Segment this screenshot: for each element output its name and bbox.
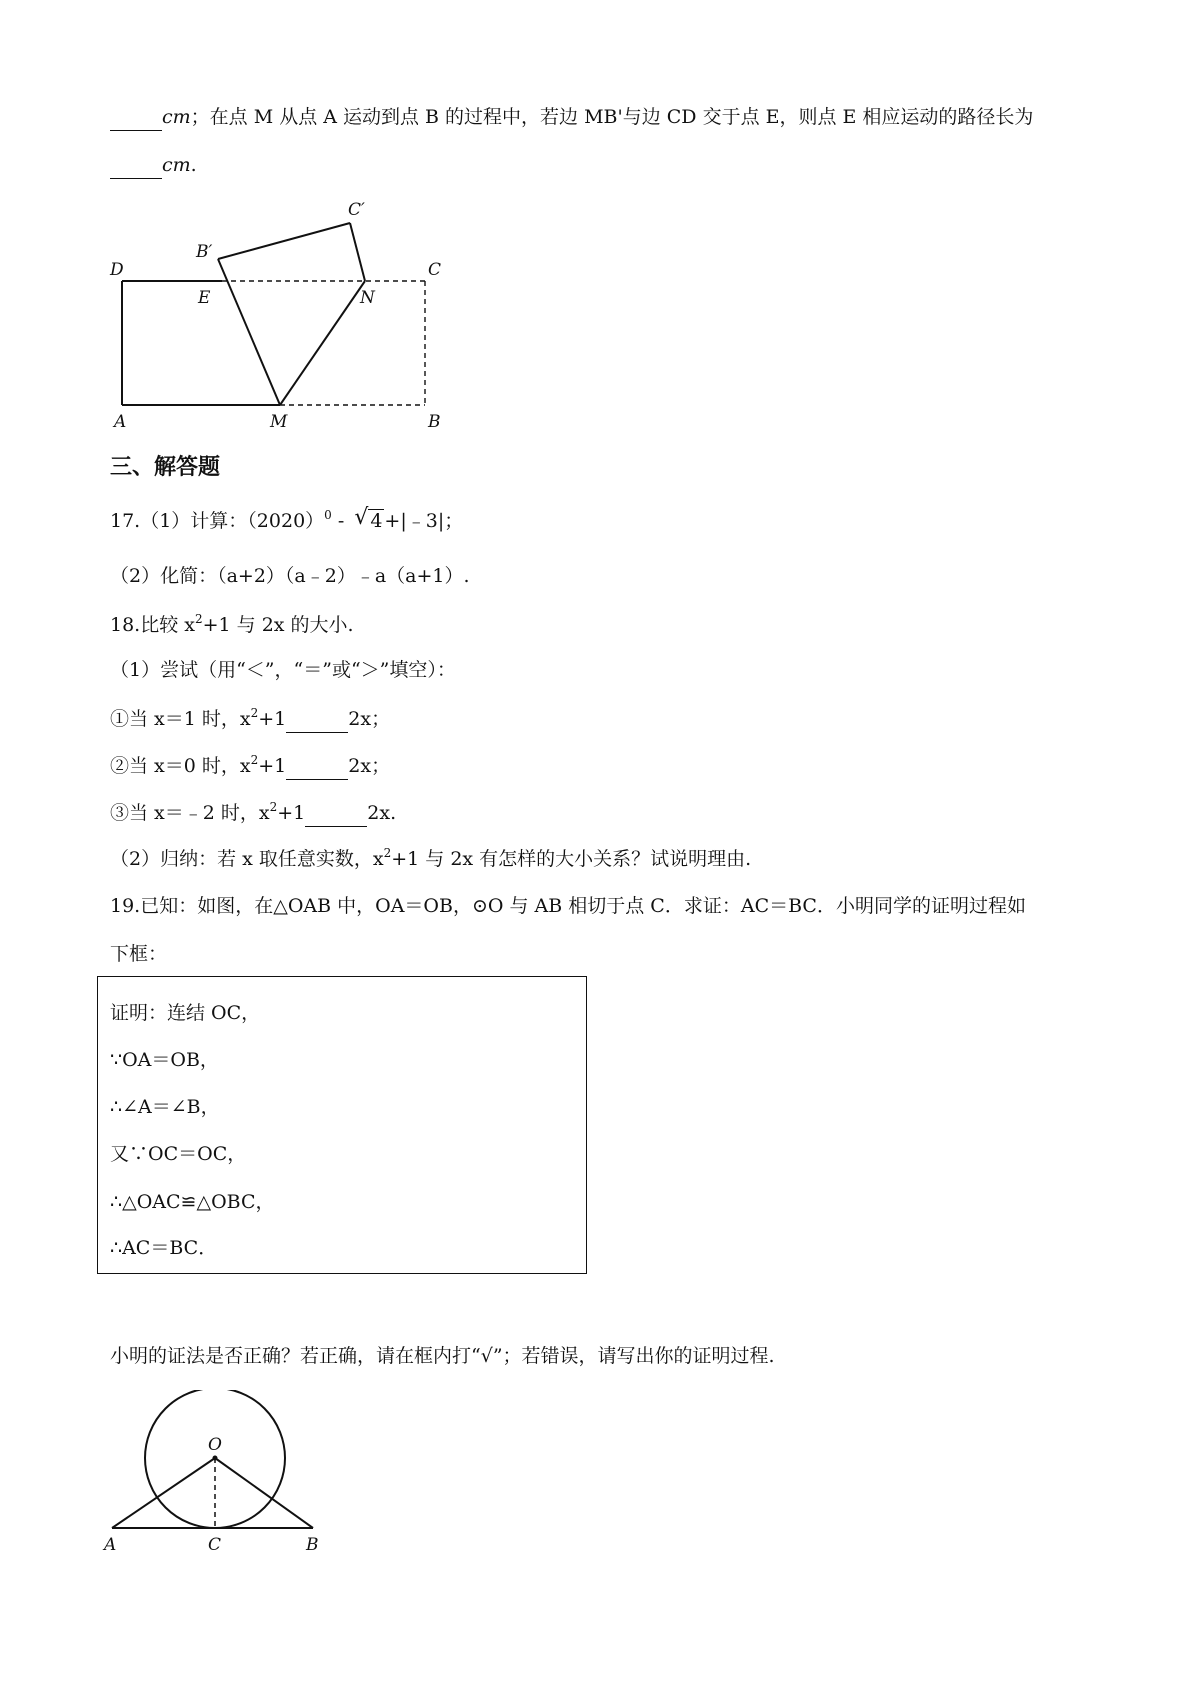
label-B: B	[428, 412, 441, 432]
answer-blank[interactable]	[286, 706, 348, 733]
label-M: M	[270, 412, 288, 432]
label-E: E	[198, 288, 211, 308]
figure-circle-tangent	[100, 1390, 340, 1560]
segment-OA	[112, 1458, 215, 1528]
figure-rectangle-fold	[100, 195, 460, 435]
q18-part2: （2）归纳：若 x 取任意实数，$x^2+1$ 与 2x 有怎样的大小关系？试说明理由.	[110, 846, 752, 870]
proof-line: ∴AC＝BC．	[110, 1237, 218, 1259]
section-title: 三、解答题	[110, 455, 221, 480]
label-C-prime: C′	[348, 200, 365, 220]
proof-line: 证明：连结 OC，	[110, 1002, 261, 1024]
q18-item-2: ②当 x＝0 时，$x^2+1$ 2x；	[110, 753, 390, 780]
answer-blank[interactable]	[286, 753, 348, 780]
proof-line: ∴△OAC≌△OBC，	[110, 1191, 275, 1213]
q19-line2: 下框：	[110, 943, 168, 965]
q16-line1: cm；在点 M 从点 A 运动到点 B 的过程中，若边 MB'与边 CD 交于点 E，则点 E 相应运动的路径长为	[110, 104, 1033, 131]
label-A: A	[114, 412, 127, 432]
proof-line: 又∵OC＝OC，	[110, 1143, 247, 1165]
q18-item-1: ①当 x＝1 时，$x^2+1$ 2x；	[110, 706, 390, 733]
proof-box[interactable]	[97, 976, 587, 1274]
label-C: C	[208, 1535, 222, 1555]
label-O: O	[208, 1435, 222, 1455]
label-A: A	[104, 1535, 117, 1555]
proof-line: ∵OA＝OB，	[110, 1049, 219, 1071]
label-B: B	[306, 1535, 319, 1555]
sqrt-expression: √ 4	[354, 505, 383, 532]
label-N: N	[360, 288, 375, 308]
answer-blank[interactable]	[305, 800, 367, 827]
q16-line2: cm.	[110, 152, 197, 179]
label-B-prime: B′	[196, 242, 213, 262]
q17-part1: 17.（1）计算：$(2020)^0$ - √ 4 +|﹣3|；	[110, 505, 464, 532]
proof-line: ∴∠A＝∠B，	[110, 1096, 220, 1118]
label-C: C	[428, 260, 442, 280]
radical-sign-icon: √	[354, 505, 369, 530]
answer-blank[interactable]	[110, 104, 162, 131]
q18-stem: 18.比较 $x^2+1$ 与 2x 的大小.	[110, 612, 354, 636]
q19-question: 小明的证法是否正确？若正确，请在框内打“√”；若错误，请写出你的证明过程.	[110, 1345, 775, 1367]
edge-C-prime-N	[350, 223, 365, 281]
q18-item-3: ③当 x＝﹣2 时，$x^2+1$ 2x.	[110, 800, 396, 827]
q18-part1: （1）尝试（用“＜”，“＝”或“＞”填空）：	[110, 659, 456, 681]
label-D: D	[110, 260, 124, 280]
q17-part2: （2）化简：（a+2）（a﹣2）﹣a（a+1）.	[110, 565, 470, 587]
edge-B-prime-C-prime	[218, 223, 350, 259]
segment-OB	[215, 1458, 313, 1528]
answer-blank[interactable]	[110, 152, 162, 179]
q19-line1: 19.已知：如图，在△OAB 中，OA＝OB，⊙O 与 AB 相切于点 C．求证：AC＝BC．小明同学的证明过程如	[110, 895, 1026, 917]
fold-line-MN	[280, 281, 365, 405]
center-point-O	[213, 1456, 218, 1461]
